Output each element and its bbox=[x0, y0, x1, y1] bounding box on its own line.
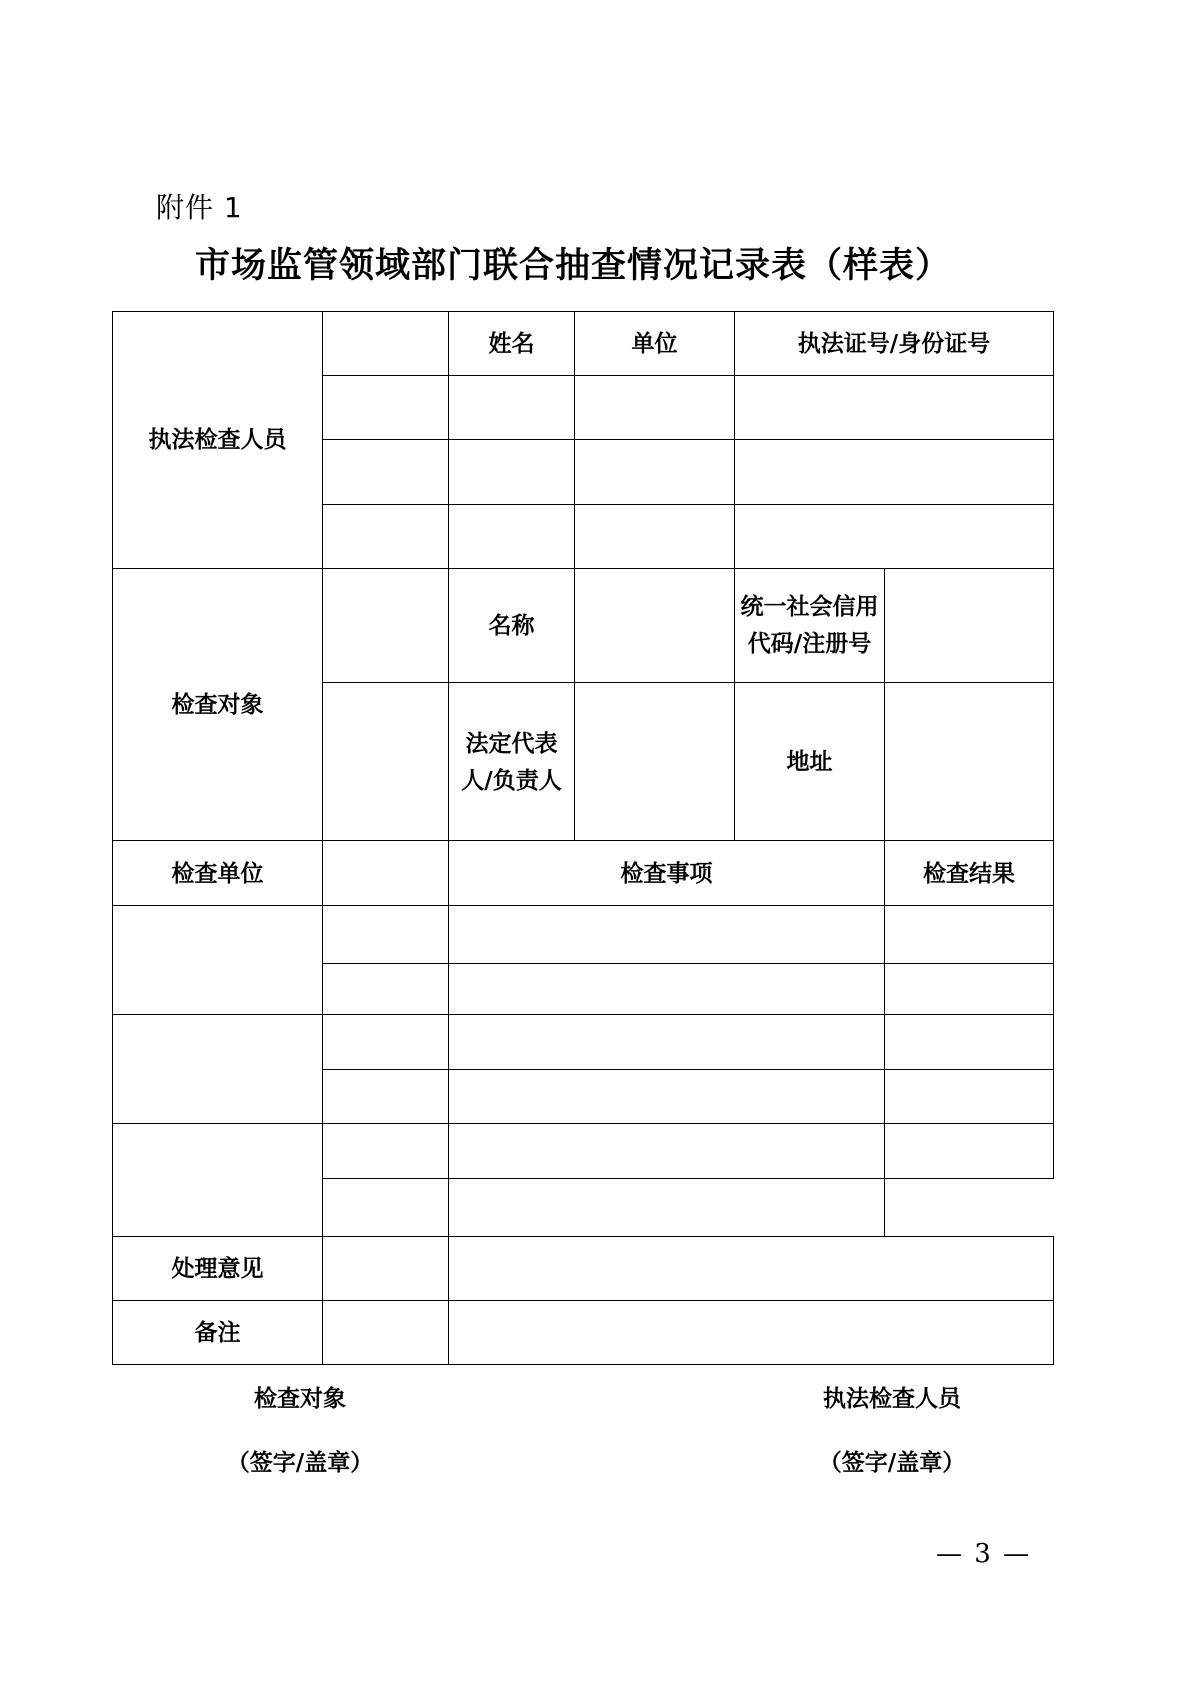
inspect-result-cell[interactable] bbox=[885, 1124, 1054, 1179]
inspector-unit-cell[interactable] bbox=[575, 504, 735, 568]
inspect-result-cell[interactable] bbox=[885, 1070, 1054, 1124]
sig-inspector-label: 执法检查人员 bbox=[823, 1385, 961, 1412]
inspector-name-cell[interactable] bbox=[449, 440, 575, 504]
inspect-item-cell[interactable] bbox=[449, 905, 885, 963]
page-title: 市场监管领域部门联合抽查情况记录表（样表） bbox=[194, 245, 951, 286]
inspect-unit-cell[interactable] bbox=[113, 1124, 323, 1236]
inspector-unit-cell[interactable] bbox=[575, 440, 735, 504]
blank-cell[interactable] bbox=[323, 841, 449, 905]
inspect-unit-cell[interactable] bbox=[113, 905, 323, 1014]
entity-name-label: 名称 bbox=[449, 568, 575, 682]
credit-code-value[interactable] bbox=[885, 568, 1054, 682]
handling-value[interactable] bbox=[449, 1236, 1054, 1300]
item-index-cell[interactable] bbox=[323, 1124, 449, 1179]
col-unit-header: 单位 bbox=[575, 312, 735, 376]
blank-cell[interactable] bbox=[323, 1300, 449, 1364]
legal-rep-label: 法定代表人/负责人 bbox=[449, 683, 575, 841]
blank-cell[interactable] bbox=[323, 312, 449, 376]
attachment-label: 附件 1 bbox=[156, 191, 243, 224]
inspector-index-cell[interactable] bbox=[323, 440, 449, 504]
inspect-result-cell[interactable] bbox=[885, 1179, 1054, 1236]
inspect-item-cell[interactable] bbox=[449, 1124, 885, 1179]
inspect-unit-cell[interactable] bbox=[113, 1014, 323, 1123]
item-index-cell[interactable] bbox=[323, 1179, 449, 1236]
item-index-cell[interactable] bbox=[323, 905, 449, 963]
item-index-cell[interactable] bbox=[323, 963, 449, 1014]
item-index-cell[interactable] bbox=[323, 1014, 449, 1069]
inspect-result-cell[interactable] bbox=[885, 905, 1054, 963]
blank-cell[interactable] bbox=[323, 683, 449, 841]
col-id-header: 执法证号/身份证号 bbox=[735, 312, 1054, 376]
col-name-header: 姓名 bbox=[449, 312, 575, 376]
credit-code-label: 统一社会信用代码/注册号 bbox=[735, 568, 885, 682]
inspectors-label: 执法检查人员 bbox=[113, 312, 323, 569]
inspect-item-cell[interactable] bbox=[449, 963, 885, 1014]
remarks-value[interactable] bbox=[449, 1300, 1054, 1364]
sig-target-label: 检查对象 bbox=[254, 1385, 346, 1412]
inspect-unit-label: 检查单位 bbox=[113, 841, 323, 905]
inspector-id-cell[interactable] bbox=[735, 504, 1054, 568]
blank-cell[interactable] bbox=[323, 1236, 449, 1300]
inspect-items-label: 检查事项 bbox=[449, 841, 885, 905]
inspector-id-cell[interactable] bbox=[735, 440, 1054, 504]
inspect-result-cell[interactable] bbox=[885, 963, 1054, 1014]
inspect-item-cell[interactable] bbox=[449, 1179, 885, 1236]
sig-target-hint: （签字/盖章） bbox=[226, 1449, 374, 1476]
inspect-result-label: 检查结果 bbox=[885, 841, 1054, 905]
remarks-label: 备注 bbox=[113, 1300, 323, 1364]
address-value[interactable] bbox=[885, 683, 1054, 841]
handling-label: 处理意见 bbox=[113, 1236, 323, 1300]
item-index-cell[interactable] bbox=[323, 1070, 449, 1124]
inspector-name-cell[interactable] bbox=[449, 504, 575, 568]
inspection-record-table bbox=[112, 311, 1054, 1365]
inspect-item-cell[interactable] bbox=[449, 1070, 885, 1124]
inspector-index-cell[interactable] bbox=[323, 376, 449, 440]
inspect-item-cell[interactable] bbox=[449, 1014, 885, 1069]
inspector-unit-cell[interactable] bbox=[575, 376, 735, 440]
blank-cell[interactable] bbox=[323, 568, 449, 682]
inspect-result-cell[interactable] bbox=[885, 1014, 1054, 1069]
page-number: — 3 — bbox=[936, 1539, 1032, 1569]
inspector-id-cell[interactable] bbox=[735, 376, 1054, 440]
legal-rep-value[interactable] bbox=[575, 683, 735, 841]
target-label: 检查对象 bbox=[113, 568, 323, 841]
inspector-index-cell[interactable] bbox=[323, 504, 449, 568]
entity-name-value[interactable] bbox=[575, 568, 735, 682]
inspector-name-cell[interactable] bbox=[449, 376, 575, 440]
sig-inspector-hint: （签字/盖章） bbox=[818, 1449, 966, 1476]
address-label: 地址 bbox=[735, 683, 885, 841]
